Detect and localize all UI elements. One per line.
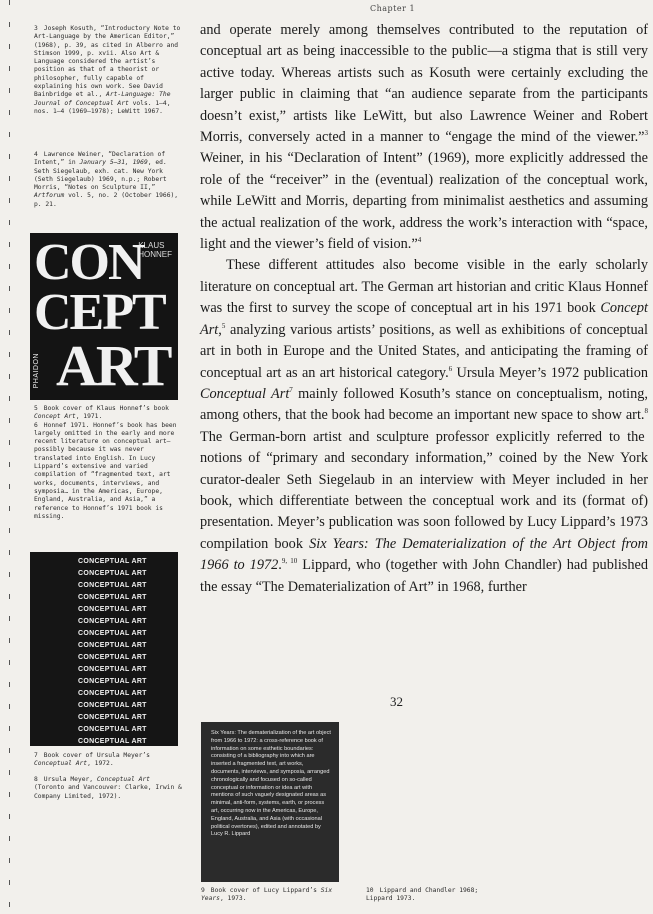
note-number: 5 [34,405,38,412]
italic-text: January 5–31, 1969 [79,159,148,167]
text-run: Book cover of Klaus Honnef’s book [43,405,169,412]
note-number: 4 [34,151,38,158]
cover-title-line: CONCEPTUAL ART [78,582,147,589]
cover-title-line: CONCEPTUAL ART [78,702,147,709]
text-run: , [218,321,222,338]
cover-title-line-2: CEPT [34,284,165,341]
text-run: , 1971. [75,413,103,421]
cover-author-last: HONNEF [138,250,172,259]
text-run: Book cover of Lucy Lippard’s [210,887,321,894]
cover-title-line: CONCEPTUAL ART [78,726,147,733]
cover-title-line: CONCEPTUAL ART [78,630,147,637]
note-number: 10 [366,887,374,894]
note-4 [34,151,182,209]
footnote-ref: 3 [644,129,648,138]
text-run: . [278,557,282,574]
text-run: The German-born artist and sculpture professor explicitly referred to the notions of “primary and secondary information,” coined by the New York curator-dealer Seth Siegelaub in an interview with Meyer included in her book, which differentiate between the conceptual work and its (format of) presentation. Meyer’s publication was soon followed by Lucy Lippard’s 1973 compilation book [200,428,648,552]
caption-6 [34,422,182,522]
text-run: , 1973. [219,895,247,903]
cover-repeated-title-list [30,552,178,748]
cover-text: Six Years: The dematerialization of the art object from 1966 to 1972: a cross-reference book of information on some esthetic boundaries: consisting of a bibliography into which are inserted a fragmented text, art works, documents, interviews, and symposia, arranged chronologically and focused on so-called conceptual or information or idea art with mentions of such vaguely designated areas as minimal, anti-form, systems, earth, or process art, occurring now in the Americas, Europe, England, Australia, and Asia (with occasional political overtones), edited and annotated by Lucy R. Lippard [211,730,331,838]
caption-8 [34,776,182,801]
text-run: Ursula Meyer’s 1972 publication [452,364,648,381]
text-run: , 1972. [87,760,114,768]
six-years-book-cover [201,722,339,882]
cover-title-line: CONCEPTUAL ART [78,690,147,697]
text-run: , ed. Seth Siegelaub, exh. cat. New York (Seth Siegelaub) 1969, n.p.; Robert Morris, “Notes on Sculpture II,” [34,159,167,192]
cover-title-line: CONCEPTUAL ART [78,570,147,577]
cover-publisher: PHAIDON [33,352,40,388]
body-paragraph [200,255,648,598]
main-body-text [200,20,648,598]
text-run: Lawrence Weiner, “Declaration of Intent,” in [34,151,166,167]
cover-title-line: CONCEPTUAL ART [78,606,147,613]
text-run: Ursula Meyer, [43,776,97,783]
cover-title-line: CONCEPTUAL ART [78,618,147,625]
note-number: 3 [34,25,38,32]
text-run: Lippard, who (together with John Chandler) had published the essay “The Dematerialization of Art” in 1968, further [200,557,648,595]
cover-title-line: CONCEPTUAL ART [78,642,147,649]
italic-text: Art-Language: The Journal of Conceptual Art [34,91,171,107]
note-number: 9 [201,887,205,894]
italic-text: Conceptual Art [96,776,150,783]
footnote-ref: 9, 10 [281,557,298,566]
footnote-ref: 4 [417,236,422,245]
cover-author-first: KLAUS [138,241,165,250]
cover-title-line: CONCEPTUAL ART [78,738,147,745]
cover-title-line: CONCEPTUAL ART [78,666,147,673]
text-run: Honnef 1971. Honnef’s book has been largely omitted in the early and more recent literature on conceptual art—possibly because it was never translated into English. In Lucy Lippard’s extensive and varied compilation of “fragmented text, art works, documents, interviews, and symposia… in the Americas, Europe, England, Australia, and Asia,” a reference to Honnef’s 1971 book is missing. [34,421,177,520]
gutter-dashed-rule [9,0,10,914]
caption-9 [201,887,341,904]
cover-title-line: CONCEPTUAL ART [78,558,147,565]
note-number: 8 [34,776,38,783]
italic-text: Conceptual Art [200,385,290,402]
note-number: 6 [34,421,38,429]
text-run: and operate merely among themselves contributed to the reputation of conceptual art as being inaccessible to the public—a stigma that is still very active today. Whereas artists such as Kosuth were certainly excluding the larger public in claiming that “an audience separate from the participants doesn’t exist,” artists like LeWitt, but also Lawrence Weiner and Robert Morris, conversely acted in a manner to “engage the mind of the viewer.” [200,22,648,146]
text-run: Weiner, in his “Declaration of Intent” (1969), more explicitly addressed the role of the “receiver” in the (eventual) realization of the conceptual work, while LeWitt and Morris, departing from minimalist aesthetics and assuming the actual realization of the work, address the work’s interaction with “space, light and the viewer’s field of vision.” [200,150,648,253]
caption-10 [366,887,506,904]
body-paragraph [200,20,648,255]
note-3 [34,25,182,116]
italic-text: Conceptual Art [34,760,88,768]
footnote-ref: 5 [221,321,226,330]
cover-title-line: CONCEPTUAL ART [78,594,147,601]
caption-5-6 [34,405,182,521]
text-run: Joseph Kosuth, “Introductory Note to Art-Language by the American Editor,” (1968), p. 39, as cited in Alberro and Stimson 1999, p. xvii. Also Art & Language considered the artist’s position as that of a theorist or philosopher, fully capable of explaining his own work. See David Bainbridge et al., [34,25,181,99]
text-run: vol. 5, no. 2 (October 1966), p. 21. [34,192,179,208]
text-run: vols. 1–4, nos. 1–4 (1969–1978); LeWitt 1967. [34,99,171,115]
caption-5 [34,405,182,422]
cover-title-line-1: CON [34,234,144,291]
text-run: mainly followed Kosuth’s stance on conceptualism, noting, among others, that the book had become an important new space to show art. [200,385,649,424]
italic-text: Concept Art [200,300,648,338]
cover-title-line: CONCEPTUAL ART [78,654,147,661]
text-run: These different attitudes also become visible in the early scholarly literature on conceptual art. The German art historian and critic Klaus Honnef was the first to survey the scope of conceptual art in his 1971 book [200,257,648,317]
italic-text: Six Years [201,887,333,903]
page-number: 32 [390,694,403,709]
italic-text: Concept Art [34,413,76,421]
concept-art-book-cover [30,233,178,400]
text-run: analyzing various artists’ positions, as well as exhibitions of conceptual art in both in Europe and the United States, and anticipating the framing of conceptual art as an art historical category. [200,321,648,381]
meyer-conceptual-art-cover [30,552,178,746]
cover-title-line: CONCEPTUAL ART [78,678,147,685]
caption-7 [34,752,182,769]
running-header: Chapter 1 [370,4,416,13]
cover-title-line-3: ART [56,333,171,398]
text-run: Book cover of Ursula Meyer’s [43,752,150,759]
italic-text: Artforum [34,192,65,200]
italic-text: Six Years: The Dematerialization of the Art Object from 1966 to 1972 [200,535,648,574]
text-run: (Toronto and Vancouver: Clarke, Irwin & Company Limited, 1972). [34,784,182,800]
footnote-ref: 6 [448,364,453,373]
footnote-ref: 7 [289,386,293,395]
footnote-ref: 8 [644,407,648,416]
text-run: Lippard and Chandler 1968; Lippard 1973. [366,887,479,903]
note-number: 7 [34,752,38,759]
cover-title-line: CONCEPTUAL ART [78,714,147,721]
